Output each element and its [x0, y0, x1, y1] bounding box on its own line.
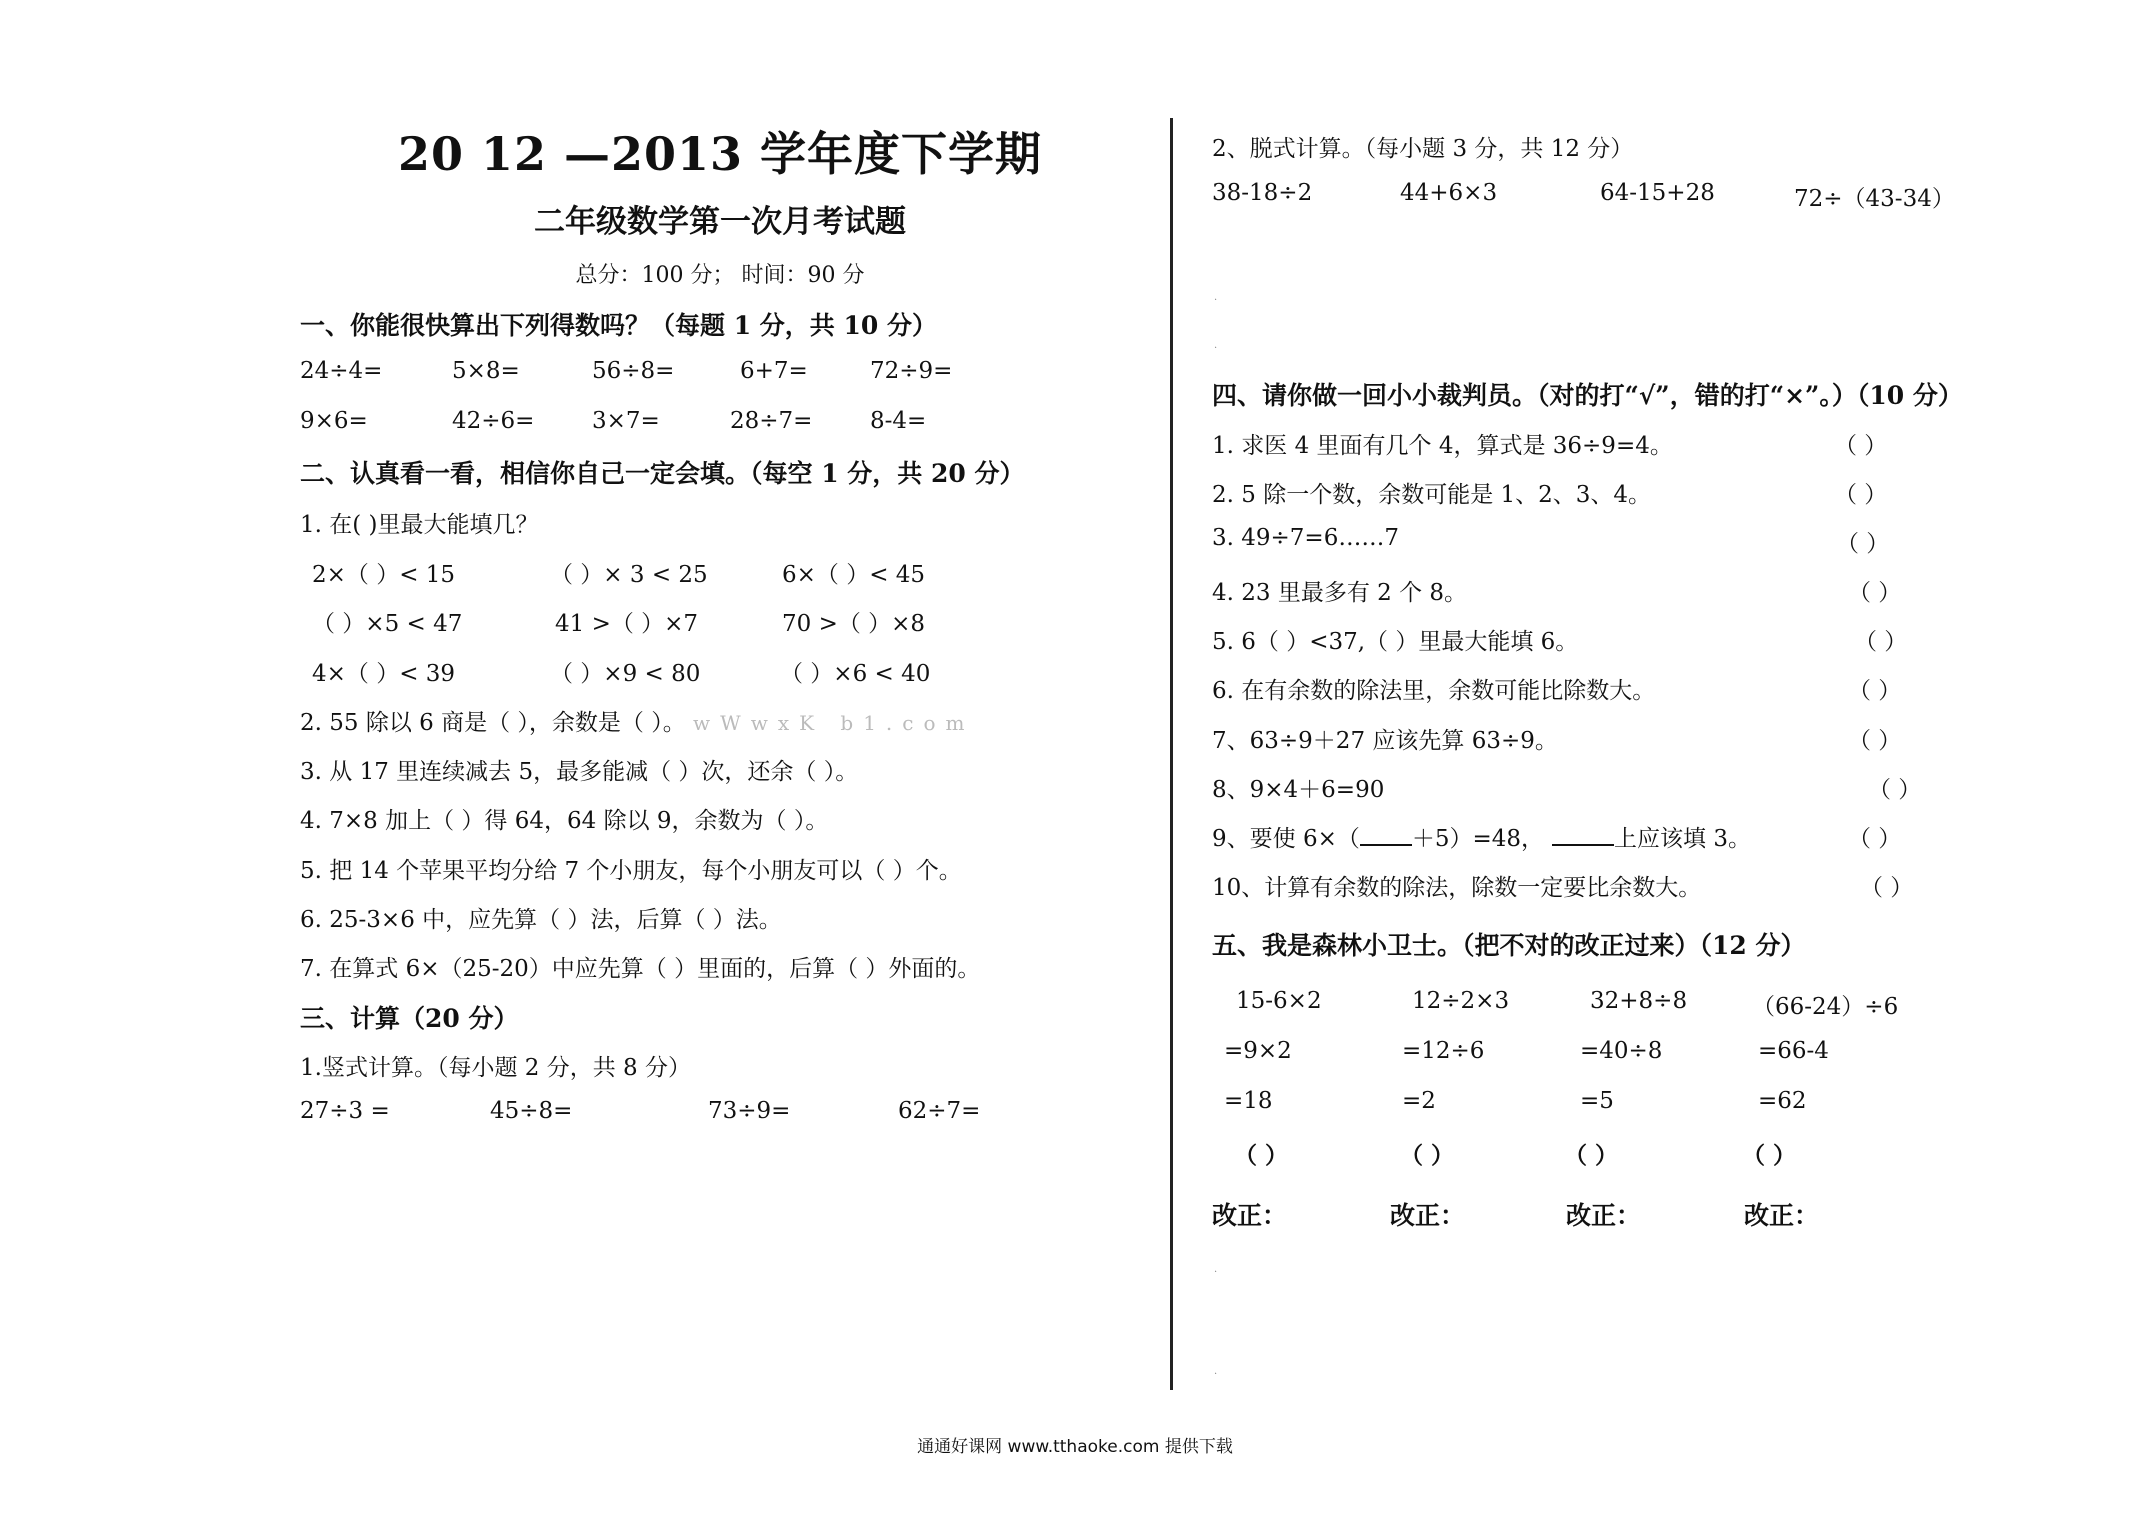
- fill-item: 4×（ ）< 39: [312, 661, 456, 687]
- fill-item: （ ）×9 < 80: [550, 661, 701, 687]
- answer-paren: （ ）: [1848, 728, 1902, 754]
- exam-title: 20 12 —2013 学年度下学期: [397, 127, 1043, 181]
- step-calc-item: 64-15+28: [1600, 180, 1715, 206]
- oral-item: 5×8=: [452, 358, 520, 384]
- calc-line: =5: [1580, 1088, 1614, 1114]
- oral-item: 56÷8=: [592, 358, 675, 384]
- judge-item-3: 3. 49÷7=6……7: [1212, 525, 1399, 551]
- page-footer: 通通好课网 www.tthaoke.com 提供下载: [917, 1437, 1233, 1457]
- answer-paren: （ ）: [1848, 826, 1902, 852]
- scan-dot: .: [1214, 292, 1218, 303]
- fill-item: 6×（ ）< 45: [782, 562, 926, 588]
- step-calc-item: 72÷（43-34）: [1794, 186, 1955, 212]
- scan-dot: .: [1214, 1366, 1218, 1377]
- judge-item-2: 2. 5 除一个数，余数可能是 1、2、3、4。: [1212, 482, 1652, 508]
- blank-line: [1360, 824, 1412, 846]
- section4-heading: 四、请你做一回小小裁判员。（对的打“√”，错的打“×”。）（10 分）: [1212, 381, 1963, 410]
- step-calc-item: 44+6×3: [1400, 180, 1498, 206]
- vertical-calc-item: 45÷8=: [490, 1098, 573, 1124]
- oral-item: 24÷4=: [300, 358, 383, 384]
- calc-line: =66-4: [1758, 1038, 1829, 1064]
- judge-paren: （ ）: [1564, 1142, 1619, 1169]
- calc-line: =9×2: [1224, 1038, 1292, 1064]
- answer-paren: （ ）: [1836, 531, 1890, 557]
- vertical-calc-item: 27÷3 =: [300, 1098, 390, 1124]
- answer-paren: （ ）: [1868, 777, 1922, 803]
- calc-line: =62: [1758, 1088, 1807, 1114]
- scan-dot: .: [1214, 1264, 1218, 1275]
- exam-meta: 总分：100 分； 时间：90 分: [575, 263, 865, 288]
- oral-item: 28÷7=: [730, 408, 813, 434]
- answer-paren: （ ）: [1848, 580, 1902, 606]
- judge-item-7: 7、63÷9＋27 应该先算 63÷9。: [1212, 728, 1558, 754]
- item9-mid: ＋5）=48，: [1411, 826, 1545, 852]
- site-watermark: wWwxK b1.com: [693, 711, 975, 735]
- section3-heading: 三、计算（20 分）: [300, 1004, 519, 1033]
- judge-item-10: 10、计算有余数的除法，除数一定要比余数大。: [1212, 875, 1702, 901]
- answer-paren: （ ）: [1834, 433, 1888, 459]
- oral-item: 8-4=: [870, 408, 927, 434]
- section2-q7: 7. 在算式 6×（25-20）中应先算（ ）里面的，后算（ ）外面的。: [300, 956, 981, 982]
- correct-label: 改正：: [1390, 1201, 1466, 1230]
- section1-heading: 一、你能很快算出下列得数吗？（每题 1 分，共 10 分）: [300, 311, 938, 340]
- judge-item-4: 4. 23 里最多有 2 个 8。: [1212, 580, 1468, 606]
- calc-line: 32+8÷8: [1590, 988, 1688, 1014]
- judge-item-6: 6. 在有余数的除法里，余数可能比除数大。: [1212, 678, 1656, 704]
- fill-item: 41 >（ ）×7: [555, 611, 699, 637]
- section2-q2: [300, 704, 975, 737]
- judge-item-1: 1. 求医 4 里面有几个 4，算式是 36÷9=4。: [1212, 433, 1673, 459]
- item9-end: 上应该填 3。: [1614, 826, 1751, 852]
- section3-q1: 1.竖式计算。（每小题 2 分，共 8 分）: [300, 1055, 691, 1081]
- calc-line: 12÷2×3: [1412, 988, 1510, 1014]
- fill-item: （ ）×5 < 47: [312, 611, 463, 637]
- calc-line: =12÷6: [1402, 1038, 1485, 1064]
- answer-paren: （ ）: [1848, 678, 1902, 704]
- judge-paren: （ ）: [1400, 1142, 1455, 1169]
- oral-item: 9×6=: [300, 408, 368, 434]
- blank-line: [1552, 824, 1614, 846]
- judge-paren: （ ）: [1234, 1142, 1289, 1169]
- section2-q5: 5. 把 14 个苹果平均分给 7 个小朋友，每个小朋友可以（ ）个。: [300, 858, 962, 884]
- fill-item: （ ）× 3 < 25: [550, 562, 708, 588]
- section5-heading: 五、我是森林小卫士。（把不对的改正过来）（12 分）: [1212, 931, 1806, 960]
- judge-paren: （ ）: [1742, 1142, 1797, 1169]
- fill-item: 70 >（ ）×8: [782, 611, 926, 637]
- calc-line: 15-6×2: [1236, 988, 1322, 1014]
- scan-dot: .: [1214, 340, 1218, 351]
- fill-item: （ ）×6 < 40: [780, 661, 931, 687]
- vertical-calc-item: 73÷9=: [708, 1098, 791, 1124]
- section2-q6: 6. 25-3×6 中，应先算（ ）法，后算（ ）法。: [300, 907, 782, 933]
- section2-q3: 3. 从 17 里连续减去 5，最多能减（ ）次，还余（ ）。: [300, 759, 859, 785]
- section2-q4: 4. 7×8 加上（ ）得 64，64 除以 9，余数为（ ）。: [300, 808, 829, 834]
- item9-start: 9、要使 6×（: [1212, 826, 1360, 852]
- calc-line: =18: [1224, 1088, 1273, 1114]
- correct-label: 改正：: [1212, 1201, 1288, 1230]
- step-calc-item: 38-18÷2: [1212, 180, 1313, 206]
- judge-item-8: 8、9×4＋6=90: [1212, 777, 1385, 803]
- judge-item-9: [1212, 820, 1751, 853]
- oral-item: 42÷6=: [452, 408, 535, 434]
- vertical-calc-item: 62÷7=: [898, 1098, 981, 1124]
- correct-label: 改正：: [1744, 1201, 1820, 1230]
- calc-line: =40÷8: [1580, 1038, 1663, 1064]
- section2-heading: 二、认真看一看，相信你自己一定会填。（每空 1 分，共 20 分）: [300, 459, 1025, 488]
- answer-paren: （ ）: [1860, 875, 1914, 901]
- fill-item: 2×（ ）< 15: [312, 562, 456, 588]
- q2-text: 2. 55 除以 6 商是（ ），余数是（ ）。: [300, 710, 686, 736]
- exam-subtitle: 二年级数学第一次月考试题: [534, 204, 906, 240]
- answer-paren: （ ）: [1854, 629, 1908, 655]
- oral-item: 3×7=: [592, 408, 660, 434]
- answer-paren: （ ）: [1834, 482, 1888, 508]
- judge-item-5: 5. 6（ ）<37,（ ）里最大能填 6。: [1212, 629, 1579, 655]
- oral-item: 72÷9=: [870, 358, 953, 384]
- column-divider: [1170, 118, 1173, 1390]
- oral-item: 6+7=: [740, 358, 808, 384]
- section2-q1: 1. 在( )里最大能填几？: [300, 512, 539, 538]
- section3-q2: 2、脱式计算。（每小题 3 分，共 12 分）: [1212, 136, 1634, 162]
- correct-label: 改正：: [1566, 1201, 1642, 1230]
- calc-line: （66-24）÷6: [1752, 994, 1899, 1020]
- calc-line: =2: [1402, 1088, 1436, 1114]
